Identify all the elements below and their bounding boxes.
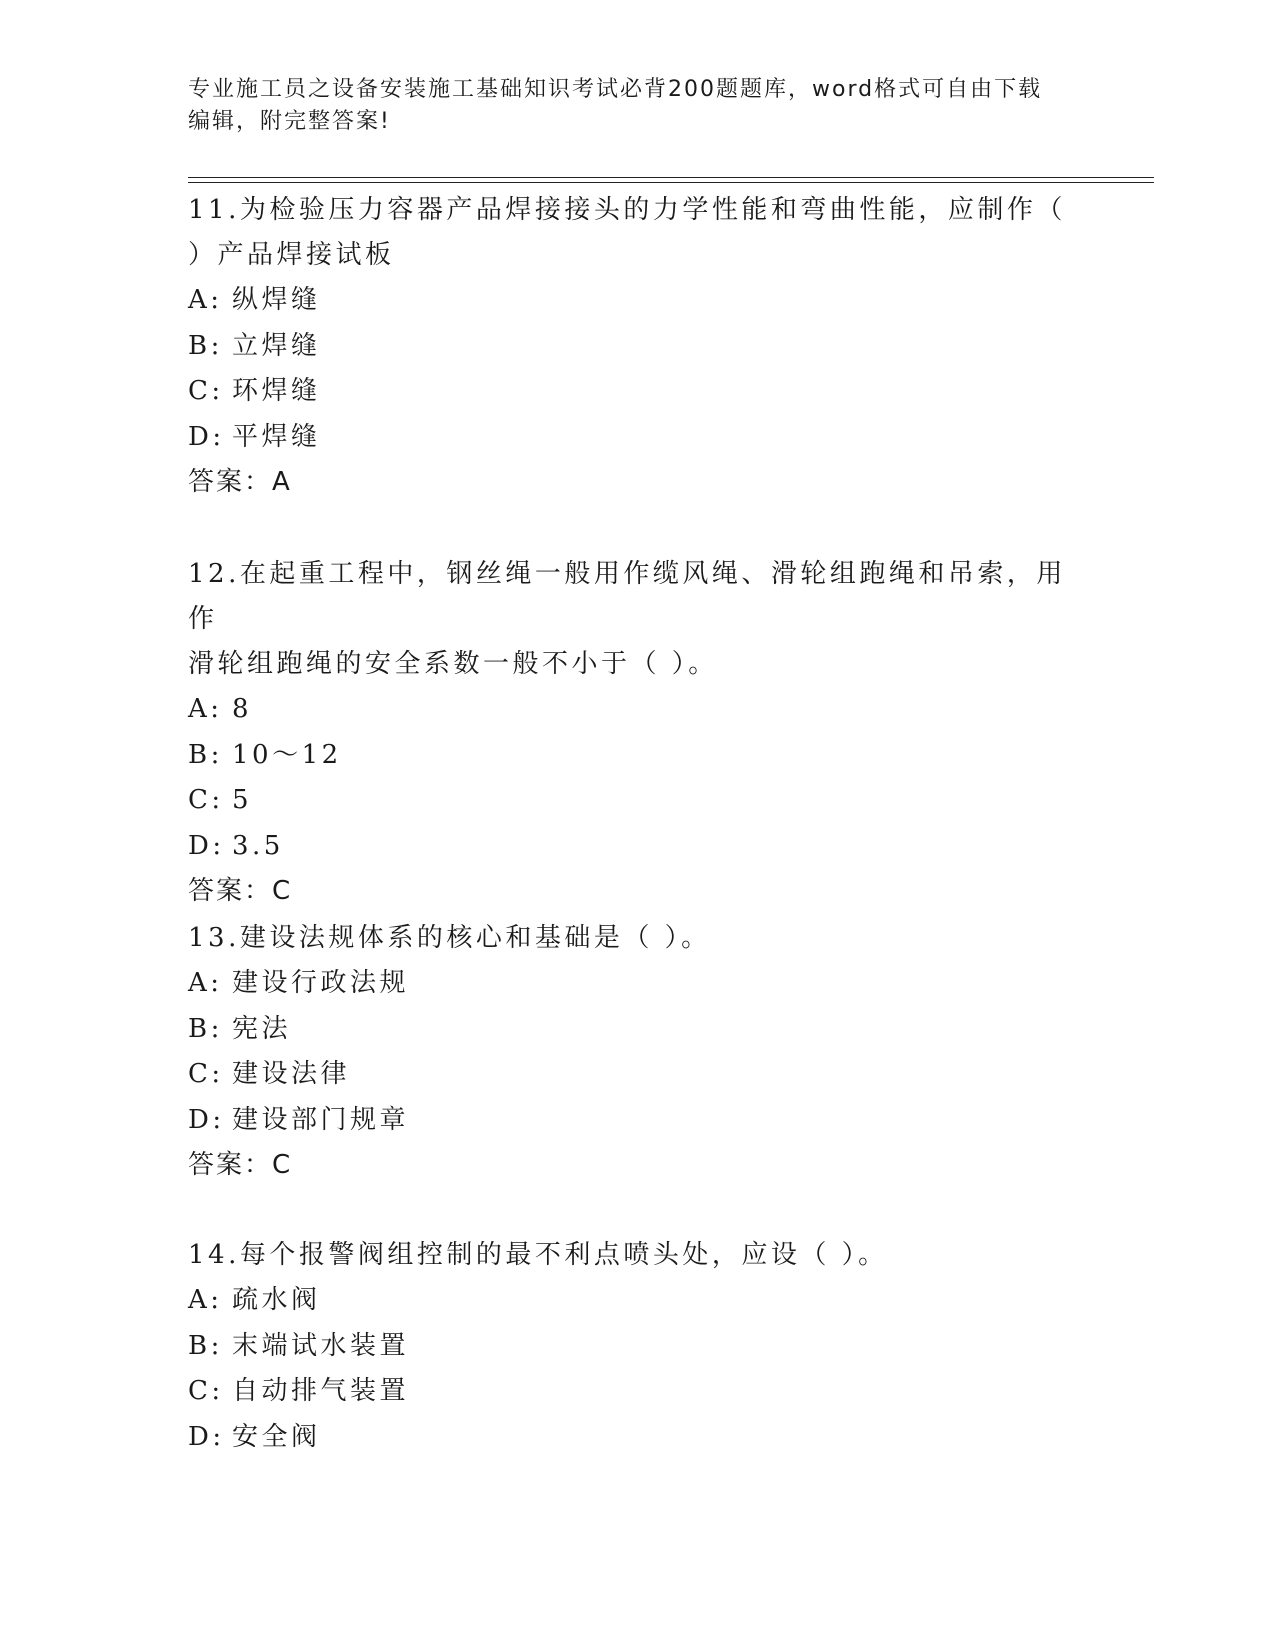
option-text: 10～12	[232, 739, 342, 770]
option-a	[188, 961, 1088, 1007]
option-text: 8	[232, 694, 253, 724]
option-text: 宪法	[232, 1013, 292, 1044]
option-text: 平焊缝	[232, 421, 321, 452]
document-intro: 专业施工员之设备安装施工基础知识考试必背200题题库，word格式可自由下载 编辑，附完整答案!	[188, 77, 1043, 134]
option-b	[188, 1007, 1088, 1053]
option-letter: B:	[188, 1330, 223, 1361]
answer-line: 答案：A	[188, 467, 292, 497]
option-d	[188, 415, 1088, 461]
option-text: 末端试水装置	[232, 1330, 410, 1361]
option-letter: B:	[188, 330, 223, 361]
option-c	[188, 369, 1088, 415]
option-letter: B:	[188, 739, 223, 770]
option-letter: A:	[188, 285, 223, 315]
option-b	[188, 733, 1088, 779]
option-text: 建设部门规章	[232, 1104, 410, 1135]
option-d	[188, 824, 1088, 870]
option-a	[188, 1278, 1088, 1324]
option-c	[188, 1369, 1088, 1415]
header-divider-bottom	[188, 182, 1154, 183]
option-letter: D:	[188, 1104, 225, 1135]
option-b	[188, 324, 1088, 370]
option-text: 建设法律	[232, 1059, 351, 1089]
option-text: 立焊缝	[232, 330, 321, 361]
option-text: 安全阀	[232, 1421, 321, 1452]
option-letter: C:	[188, 785, 224, 815]
option-d	[188, 1415, 1088, 1461]
option-letter: A:	[188, 694, 223, 724]
option-text: 3.5	[232, 830, 284, 861]
option-text: 自动排气装置	[232, 1376, 410, 1406]
option-letter: D:	[188, 830, 225, 861]
answer-line: 答案：C	[188, 876, 293, 906]
option-letter: D:	[188, 421, 225, 452]
option-letter: C:	[188, 376, 224, 406]
option-text: 环焊缝	[232, 376, 321, 406]
question-stem: 14.每个报警阀组控制的最不利点喷头处，应设（ ）。	[188, 1240, 888, 1270]
question-14	[188, 1233, 1088, 1460]
question-stem: 13.建设法规体系的核心和基础是（ ）。	[188, 923, 711, 953]
option-a	[188, 278, 1088, 324]
option-d	[188, 1098, 1088, 1144]
option-letter: A:	[188, 968, 223, 998]
header-divider-top	[188, 177, 1154, 178]
answer-line: 答案：C	[188, 1150, 293, 1180]
question-stem: 11.为检验压力容器产品焊接接头的力学性能和弯曲性能，应制作（ ）产品焊接试板	[188, 195, 1066, 270]
question-11	[188, 188, 1088, 505]
option-text: 纵焊缝	[232, 285, 321, 315]
option-letter: C:	[188, 1059, 224, 1089]
option-letter: C:	[188, 1376, 224, 1406]
question-stem: 12.在起重工程中，钢丝绳一般用作缆风绳、滑轮组跑绳和吊索，用作 滑轮组跑绳的安全系数一般不小于（ ）。	[188, 559, 1066, 679]
option-letter: A:	[188, 1285, 223, 1315]
question-12	[188, 552, 1088, 914]
option-text: 5	[232, 785, 253, 815]
option-text: 建设行政法规	[232, 968, 410, 998]
option-text: 疏水阀	[232, 1285, 321, 1315]
question-13	[188, 916, 1088, 1188]
option-c	[188, 778, 1088, 824]
option-a	[188, 687, 1088, 733]
option-letter: D:	[188, 1421, 225, 1452]
option-letter: B:	[188, 1013, 223, 1044]
option-b	[188, 1324, 1088, 1370]
option-c	[188, 1052, 1088, 1098]
